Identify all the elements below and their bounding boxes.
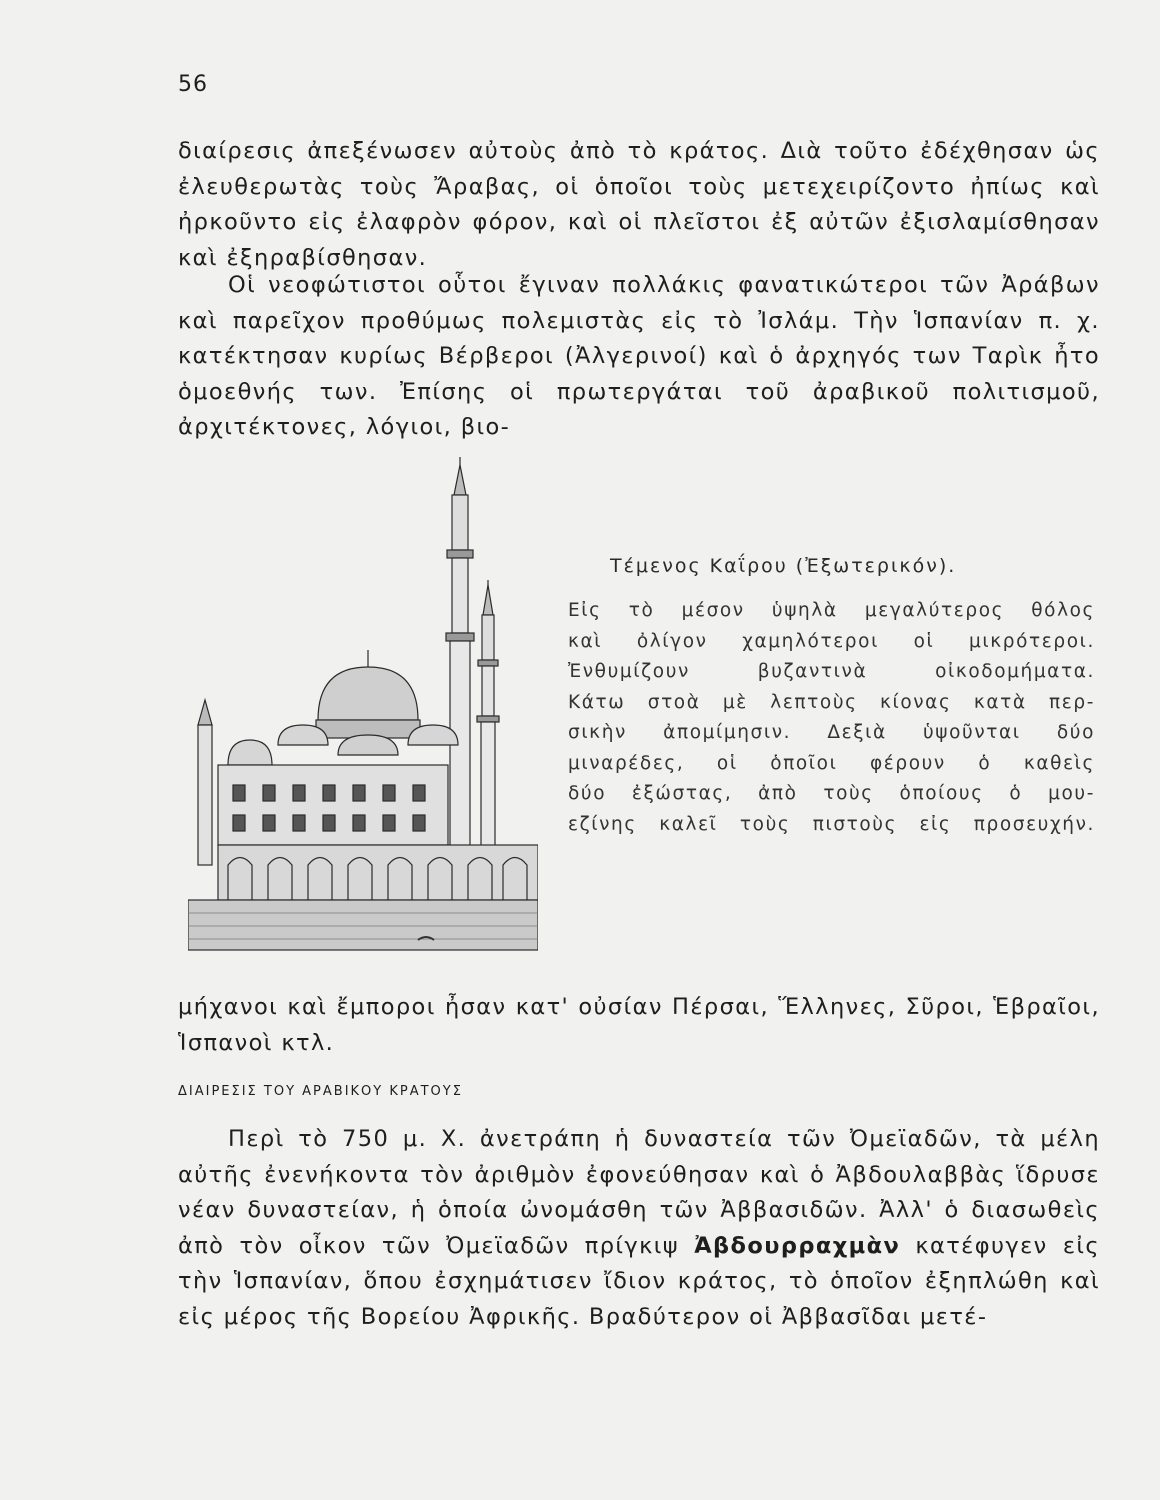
figure-caption (568, 596, 1095, 840)
ruler-name: Ἀβδουρραχμὰν (694, 1232, 901, 1259)
paragraph-1: διαίρεσις ἀπεξένωσεν αὐτοὺς ἀπὸ τὸ κράτος. Διὰ τοῦτο ἐδέχθησαν ὡς ἐλευθερωτὰς τοὺς Ἄραβας, οἱ ὁποῖοι τοὺς μετεχειρίζοντο ἠπίως καὶ ἠρκοῦντο εἰς ἐλαφρὸν φόρον, καὶ οἱ πλεῖστοι ἐξ αὐτῶν ἐξισλαμίσθησαν καὶ ἐξηραβίσθησαν. (178, 138, 1100, 271)
caption-line: Κάτω στοὰ μὲ λεπτοὺς κίονας κατὰ περ- (568, 691, 1095, 713)
caption-line: δύο ἐξώστας, ἀπὸ τοὺς ὁποίους ὁ μου- (568, 783, 1095, 804)
caption-line: καὶ ὀλίγον χαμηλότεροι οἱ μικρότεροι. (568, 630, 1095, 652)
paragraph-4-part-a: Περὶ τὸ 750 μ. Χ. ἀνετράπη ἡ δυναστεία τῶν Ὀμεϊαδῶν, τὰ μέλη αὐτῆς ἐνενήκοντα τὸν ἀριθμὸν ἐφονεύθησαν καὶ ὁ Ἀβδουλαββὰς ἵδρυσε νέαν δυναστείαν, ἡ ὁποία ὠνομάσθη τῶν Ἀββασιδῶν. Ἀλλ' ὁ διασωθεὶς ἀπὸ τὸν οἶκον τῶν Ὀμεϊαδῶν πρίγκιψ (178, 1126, 1100, 1259)
caption-line: Εἰς τὸ μέσον ὑψηλὰ μεγαλύτερος θόλος (568, 600, 1095, 621)
paragraph-2: Οἱ νεοφώτιστοι οὗτοι ἔγιναν πολλάκις φανατικώτεροι τῶν Ἀράβων καὶ παρεῖχον προθύμως πολεμιστὰς εἰς τὸ Ἰσλάμ. Τὴν Ἱσπανίαν π. χ. κατέκτησαν κυρίως Βέρβεροι (Ἀλγερινοί) καὶ ὁ ἀρχηγός των Ταρὶκ ἦτο ὁμοεθνής των. Ἐπίσης οἱ πρωτεργάται τοῦ ἀραβικοῦ πολιτισμοῦ, ἀρχιτέκτονες, λόγιοι, βιο- (178, 272, 1100, 440)
caption-line: Ἐνθυμίζουν βυζαντινὰ οἰκοδομήματα. (568, 661, 1095, 682)
paragraph-4-part-b: κατέφυγεν εἰς τὴν Ἱσπανίαν, ὅπου ἐσχημάτισεν ἴδιον κράτος, τὸ ὁποῖον ἐξηπλώθη καὶ εἰς μέρος τῆς Βορείου Ἀφρικῆς. Βραδύτερον οἱ Ἀββασῖδαι μετέ- (178, 1232, 1100, 1330)
mosque-illustration (188, 455, 538, 965)
caption-line: σικὴν ἀπομίμησιν. Δεξιὰ ὑψοῦνται δύο (568, 722, 1095, 743)
paragraph-4 (178, 1122, 1100, 1335)
figure-title: Τέμενος Καΐρου (Ἐξωτερικόν). (610, 555, 957, 577)
caption-line: μιναρέδες, οἱ ὁποῖοι φέρουν ὁ καθεὶς (568, 752, 1095, 774)
paragraph-3: μήχανοι καὶ ἔμποροι ἦσαν κατ' οὐσίαν Πέρσαι, Ἕλληνες, Σῦροι, Ἑβραῖοι, Ἱσπανοὶ κτλ. (178, 994, 1100, 1056)
section-heading: ΔΙΑΙΡΕΣΙΣ ΤΟΥ ΑΡΑΒΙΚΟΥ ΚΡΑΤΟΥΣ (178, 1084, 463, 1099)
caption-line: εζίνης καλεῖ τοὺς πιστοὺς εἰς προσευχήν. (568, 813, 1095, 835)
page-number: 56 (178, 72, 208, 97)
